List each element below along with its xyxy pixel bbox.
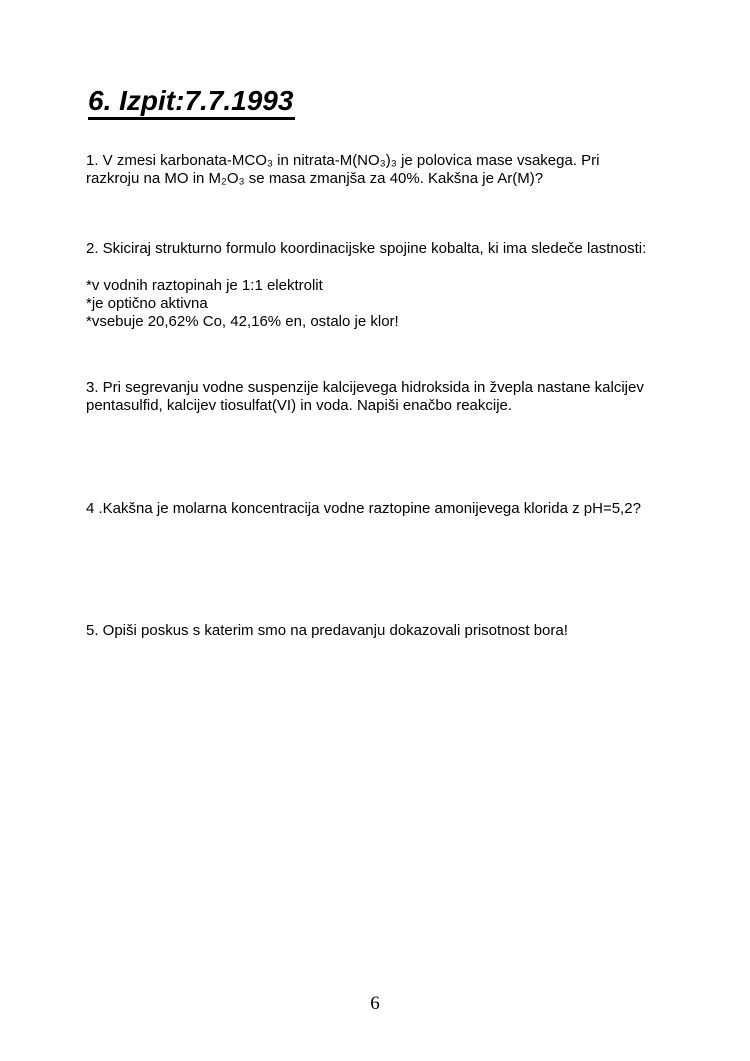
question-line: razkroju na MO in M₂O₃ se masa zmanjša za 40%. Kakšna je Ar(M)? (86, 170, 544, 187)
page-footer (0, 994, 750, 1014)
question-2 (86, 240, 690, 258)
question-line: pentasulfid, kalcijev tiosulfat(VI) in voda. Napiši enačbo reakcije. (86, 397, 513, 414)
question-3 (86, 379, 690, 415)
question-line: 5. Opiši poskus s katerim smo na predavanju dokazovali prisotnost bora! (86, 622, 568, 639)
question-line: 2. Skiciraj strukturno formulo koordinacijske spojine kobalta, ki ima sledeče lastnosti: (86, 240, 647, 257)
page-number: 6 (370, 993, 380, 1014)
question-1 (86, 152, 690, 188)
question-5 (86, 622, 690, 640)
property-line: *v vodnih raztopinah je 1:1 elektrolit (86, 277, 323, 294)
question-line: 3. Pri segrevanju vodne suspenzije kalcijevega hidroksida in žvepla nastane kalcijev (86, 379, 644, 396)
property-line: *vsebuje 20,62% Co, 42,16% en, ostalo je klor! (86, 313, 399, 330)
page-title: 6. Izpit:7.7.1993 (88, 86, 295, 120)
title-block (88, 86, 295, 120)
question-line: 1. V zmesi karbonata-MCO₃ in nitrata-M(NO₃)₃ je polovica mase vsakega. Pri (86, 152, 600, 169)
property-line: *je optično aktivna (86, 295, 208, 312)
question-line: 4 .Kakšna je molarna koncentracija vodne raztopine amonijevega klorida z pH=5,2? (86, 500, 641, 517)
question-4 (86, 500, 690, 518)
question-2-properties (86, 277, 690, 331)
